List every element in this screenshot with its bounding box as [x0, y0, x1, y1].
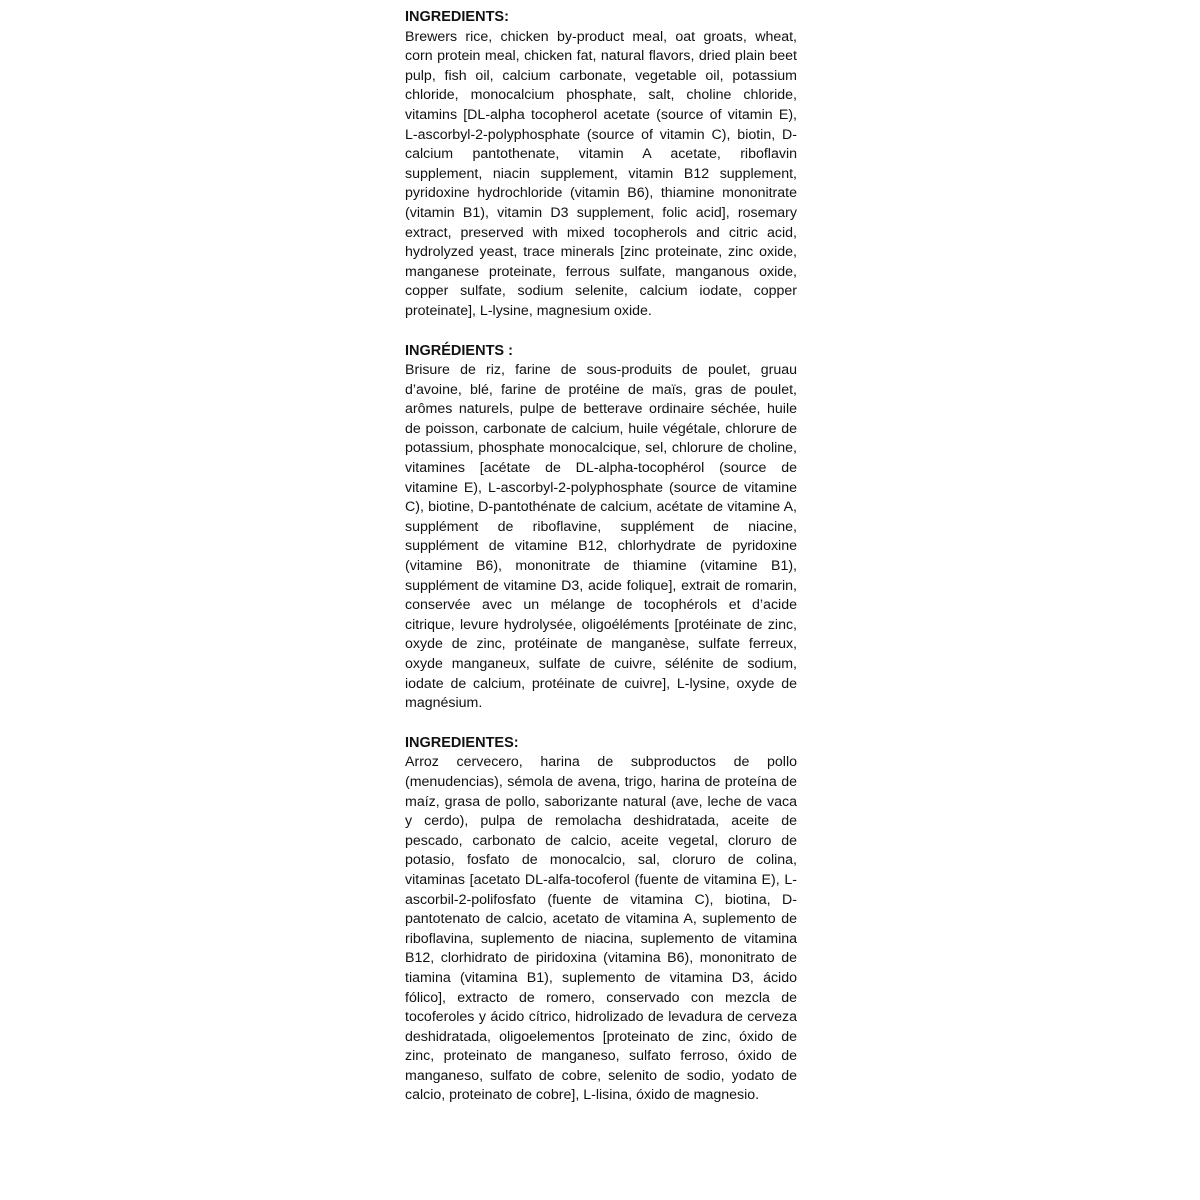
ingredients-section-english	[405, 8, 797, 322]
section-heading-spanish: INGREDIENTES:	[405, 734, 519, 751]
ingredients-label	[405, 8, 797, 1126]
ingredients-section-french	[405, 342, 797, 714]
ingredients-text-french: Brisure de riz, farine de sous-produits de poulet, gruau d’avoine, blé, farine de protéine de maïs, gras de poulet, arômes naturels, pulpe de betterave ordinaire séchée, huile de poisson, carbonate de calcium, huile végétale, chlorure de potassium, phosphate monocalcique, sel, chlorure de choline, vitamines [acétate de DL-alpha-tocophérol (source de vitamine E), L-ascorbyl-2-polyphosphate (source de vitamine C), biotine, D-pantothénate de calcium, acétate de vitamine A, supplément de riboflavine, supplément de niacine, supplément de vitamine B12, chlorhydrate de pyridoxine (vitamine B6), mononitrate de thiamine (vitamine B1), supplément de vitamine D3, acide folique], extrait de romarin, conservée avec un mélange de tocophérols et d’acide citrique, levure hydrolysée, oligoéléments [protéinate de zinc, oxyde de zinc, protéinate de manganèse, sulfate ferreux, oxyde manganeux, sulfate de cuivre, sélénite de sodium, iodate de calcium, protéinate de cuivre], L-lysine, oxyde de magnésium.	[405, 362, 797, 712]
section-heading-english: INGREDIENTS:	[405, 9, 509, 25]
ingredients-text-spanish: Arroz cervecero, harina de subproductos de pollo (menudencias), sémola de avena, trigo, harina de proteína de maíz, grasa de pollo, saborizante natural (ave, leche de vaca y cerdo), pulpa de remolacha deshidratada, aceite de pescado, carbonato de calcio, aceite vegetal, cloruro de potasio, fosfato de monocalcio, sal, cloruro de colina, vitaminas [acetato DL-alfa-tocoferol (fuente de vitamina E), L-ascorbil-2-polifosfato (fuente de vitamina C), biotina, D-pantotenato de calcio, acetato de vitamina A, suplemento de riboflavina, suplemento de niacina, suplemento de vitamina B12, clorhidrato de piridoxina (vitamina B6), mononitrato de tiamina (vitamina B1), suplemento de vitamina D3, ácido fólico], extracto de romero, conservado con mezcla de tocoferoles y ácido cítrico, hidrolizado de levadura de cerveza deshidratada, oligoelementos [proteinato de zinc, óxido de zinc, proteinato de manganeso, sulfato ferroso, óxido de manganeso, sulfato de cobre, selenito de sodio, yodato de calcio, proteinato de cobre], L-lisina, óxido de magnesio.	[405, 754, 797, 1104]
section-heading-french: INGRÉDIENTS :	[405, 342, 513, 359]
ingredients-text-english: Brewers rice, chicken by-product meal, oat groats, wheat, corn protein meal, chicken fat, natural flavors, dried plain beet pulp, fish oil, calcium carbonate, vegetable oil, potassium chloride, monocalcium phosphate, salt, choline chloride, vitamins [DL-alpha tocopherol acetate (source of vitamin E), L-ascorbyl-2-polyphosphate (source of vitamin C), biotin, D-calcium pantothenate, vitamin A acetate, riboflavin supplement, niacin supplement, vitamin B12 supplement, pyridoxine hydrochloride (vitamin B6), thiamine mononitrate (vitamin B1), vitamin D3 supplement, folic acid], rosemary extract, preserved with mixed tocopherols and citric acid, hydrolyzed yeast, trace minerals [zinc proteinate, zinc oxide, manganese proteinate, ferrous sulfate, manganous oxide, copper sulfate, sodium selenite, calcium iodate, copper proteinate], L-lysine, magnesium oxide.	[405, 28, 797, 319]
ingredients-section-spanish	[405, 734, 797, 1106]
